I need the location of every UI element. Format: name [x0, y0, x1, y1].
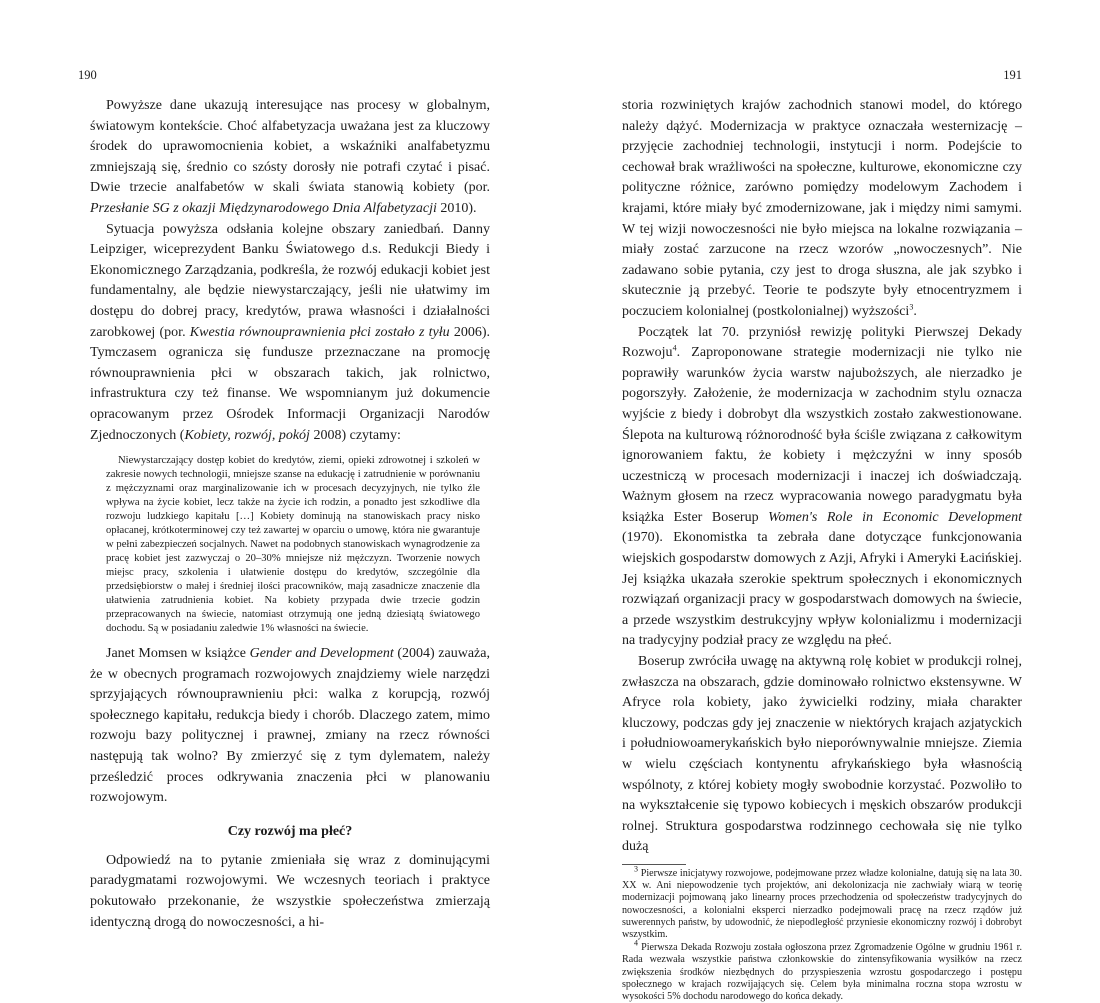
- paragraph: Odpowiedź na to pytanie zmieniała się wraz z dominującymi paradygmatami rozwojowymi. We wczesnych teoriach i praktyce pokutowało przekonanie, że wszystkie społeczeństwa zmierzają identyczną drogą do nowoczesności, a hi-: [90, 852, 490, 930]
- footnote: $^4$ Pierwsza Dekada Rozwoju została ogłoszona przez Zgromadzenie Ogólne w grudniu 1961 r. Rada wezwała wszystkie państwa członkowskie do zintensyfikowania wysiłków na rzecz zwiększenia środków niezbędnych do przyspieszenia wzrostu gospodarczego i postępu społecznego w krajach rozwijających się. Celem była minimalna roczna stopa wzrostu w wysokości 5% dochodu narodowego do końca dekady.: [622, 938, 1022, 1002]
- page-body: [90, 96, 490, 933]
- footnote-ref[interactable]: 3: [909, 302, 914, 312]
- page-body: [622, 96, 1022, 1003]
- footnote-divider: [622, 864, 686, 865]
- footnotes: [622, 864, 1022, 1003]
- paragraph: Początek lat 70. przyniósł rewizję polityki Pierwszej Dekady Rozwoju$^4$. Zaproponowane strategie modernizacji nie tylko nie poprawiły warunków życia warstw najuboższych, ale nierzadko je pogorszyły. Założenie, że modernizacja w zachodnim stylu oznacza wyjście z biedy i dobrobyt dla wszystkich zostało zakwestionowane. Ślepota na kulturową różnorodność była ściśle związana z całkowitym ignorowaniem faktu, że kobiety i mężczyźni w inny sposób uczestniczą w procesach modernizacji i inaczej ich doświadczają. Ważnym głosem na rzecz wypracowania nowego paradygmatu była książka Ester Boserup Women's Role in Economic Development (1970). Ekonomistka ta zebrała dane dotyczące funkcjonowania wiejskich gospodarstw domowych z Azji, Afryki i Ameryki Łacińskiej. Jej książka ukazała szerokie spektrum społecznych i ekonomicznych rozwiązań organizacji pracy w gospodarstwach domowych na świecie, a przede wszystkim destrukcyjny wpływ kolonializmu i modernizacji na tradycyjny podział pracy ze względu na płeć.: [622, 324, 1022, 649]
- paragraph: Janet Momsen w książce Gender and Development (2004) zauważa, że w obecnych programach rozwojowych znajdziemy wiele narzędzi sprzyjających równouprawnieniu płci: walka z korupcją, rozwój społecznego kapitału, redukcja biedy i chorób. Dlaczego zatem, mimo rozwoju bazy politycznej i prawnej, zmiany na rzecz równości następują tak wolno? By zmierzyć się z tym dylematem, należy prześledzić proces odkrywania znaczenia płci w planowaniu rozwojowym.: [90, 646, 490, 806]
- left-page: [0, 0, 550, 930]
- right-page: [550, 0, 1100, 1002]
- block-quote: [106, 454, 480, 636]
- footnote: $^3$ Pierwsze inicjatywy rozwojowe, podejmowane przez władze kolonialne, datują się na lata 30. XX w. Ani niepowodzenie tych projektów, ani dekolonizacja nie zachwiały wiarą w teorię modernizacji pojmowaną jako linearny proces przechodzenia od społeczeństw tradycyjnych do nowoczesności, a kolonialni eksperci nierzadko podejmowali pracę na rzecz rządów już suwerennych państw, by udowodnić, że niepodległość przyniesie ekonomiczny rozwój i dobrobyt wszystkim.: [622, 864, 1022, 940]
- paragraph: storia rozwiniętych krajów zachodnich stanowi model, do którego należy dążyć. Modernizacja w praktyce oznaczała westernizację – przyjęcie zachodniej technologii, instytucji i norm. Podejście to cechował brak wrażliwości na społeczne, kulturowe, ekonomiczne czy polityczne różnice, zarówno pomiędzy modelowym Zachodem i krajami, które miały być zmodernizowane, jak i między nimi samymi. W tej wizji nowoczesności nie było miejsca na lokalne rozwiązania – miały zostać zarzucone na rzecz wzorów „nowoczesnych”. Nie zadawano sobie pytania, czy jest to droga słuszna, ale jak szybko i skutecznie ją przebyć. Teorie te podszyte były etnocentryzmem i poczuciem kolonialnej (postkolonialnej) wyższości$^3$.: [622, 98, 1022, 319]
- footnote-ref[interactable]: 4: [672, 343, 677, 353]
- paragraph: Sytuacja powyższa odsłania kolejne obszary zaniedbań. Danny Leipziger, wiceprezydent Banku Światowego d.s. Redukcji Biedy i Ekonomicznego Zarządzania, podkreśla, że rozwój edukacji kobiet jest fundamentalny, ale będzie niewystarczający, jeśli nie ułatwimy im dostępu do dobrej pracy, kredytów, prawa własności i działalności zarobkowej (por. Kwestia równouprawnienia płci zostało z tyłu 2006). Tymczasem ogranicza się fundusze przeznaczane na promocję równouprawnienia płci w obszarach takich, jak rolnictwo, infrastruktura czy też finanse. We wspomnianym już dokumencie opracowanym przez Ośrodek Informacji Organizacji Narodów Zjednoczonych (Kobiety, rozwój, pokój 2008) czytamy:: [90, 221, 490, 443]
- paragraph: Powyższe dane ukazują interesujące nas procesy w globalnym, światowym kontekście. Choć alfabetyzacja uważana jest za kluczowy środek do uprawomocnienia kobiet, a wskaźniki analfabetyzmu zmniejszają się, średnio co szósty dorosły nie potrafi czytać i pisać. Dwie trzecie analfabetów w skali świata stanowią kobiety (por. Przesłanie SG z okazji Międzynarodowego Dnia Alfabetyzacji 2010).: [90, 98, 490, 216]
- page-number: 191: [1003, 68, 1022, 82]
- page-number: 190: [78, 68, 97, 82]
- paragraph: Boserup zwróciła uwagę na aktywną rolę kobiet w produkcji rolnej, zwłaszcza na obszarach, gdzie dominowało rolnictwo ekstensywne. W Afryce rola kobiety, jako żywicielki rodziny, miała charakter kluczowy, podczas gdy jej znaczenie w niektórych krajach azjatyckich i południowoamerykańskich było nieporównywalnie mniejsze. Ziemia w wielu częściach kontynentu afrykańskiego była własnością wspólnoty, z której kobiety mogły swobodnie korzystać. Pozwoliło to na wykształcenie się typowo kobiecych i męskich obszarów produkcji rolnej. Struktura gospodarstwa rodzinnego cechowała się nie tylko dużą: [622, 654, 1022, 855]
- quote-text: Niewystarczający dostęp kobiet do kredytów, ziemi, opieki zdrowotnej i szkoleń w zakresie nowych technologii, mniejsze szanse na edukację i zatrudnienie w porównaniu z mężczyznami oraz marginalizowanie ich w procesach decyzyjnych, nie tylko źle wpływa na życie kobiet, lecz także na życie ich rodzin, a ponadto jest szkodliwe dla rozwoju ludzkiego kapitału […] Kobiety dominują na stanowiskach pracy nisko opłacanej, krótkoterminowej czy też zawartej w oparciu o umowę, która nie gwarantuje w pełni zabezpieczeń socjalnych. Nawet na podobnych stanowiskach wynagrodzenie za pracę kobiet jest zazwyczaj o 20–30% mniejsze niż mężczyzn. Tworzenie nowych miejsc pracy, szkolenia i ułatwienie dostępu do kredytów, szczególnie dla przedsiębiorstw o małej i średniej ilości pracowników, mają zasadnicze znaczenie dla ułatwienia zatrudnienia kobiet. Na kobiety przypada dwie trzecie godzin przepracowanych na świecie, natomiast otrzymują one jedną dziesiątą światowego dochodu. Są w posiadaniu zaledwie 1% własności na świecie.: [106, 455, 480, 635]
- section-heading: Czy rozwój ma płeć?: [227, 823, 353, 839]
